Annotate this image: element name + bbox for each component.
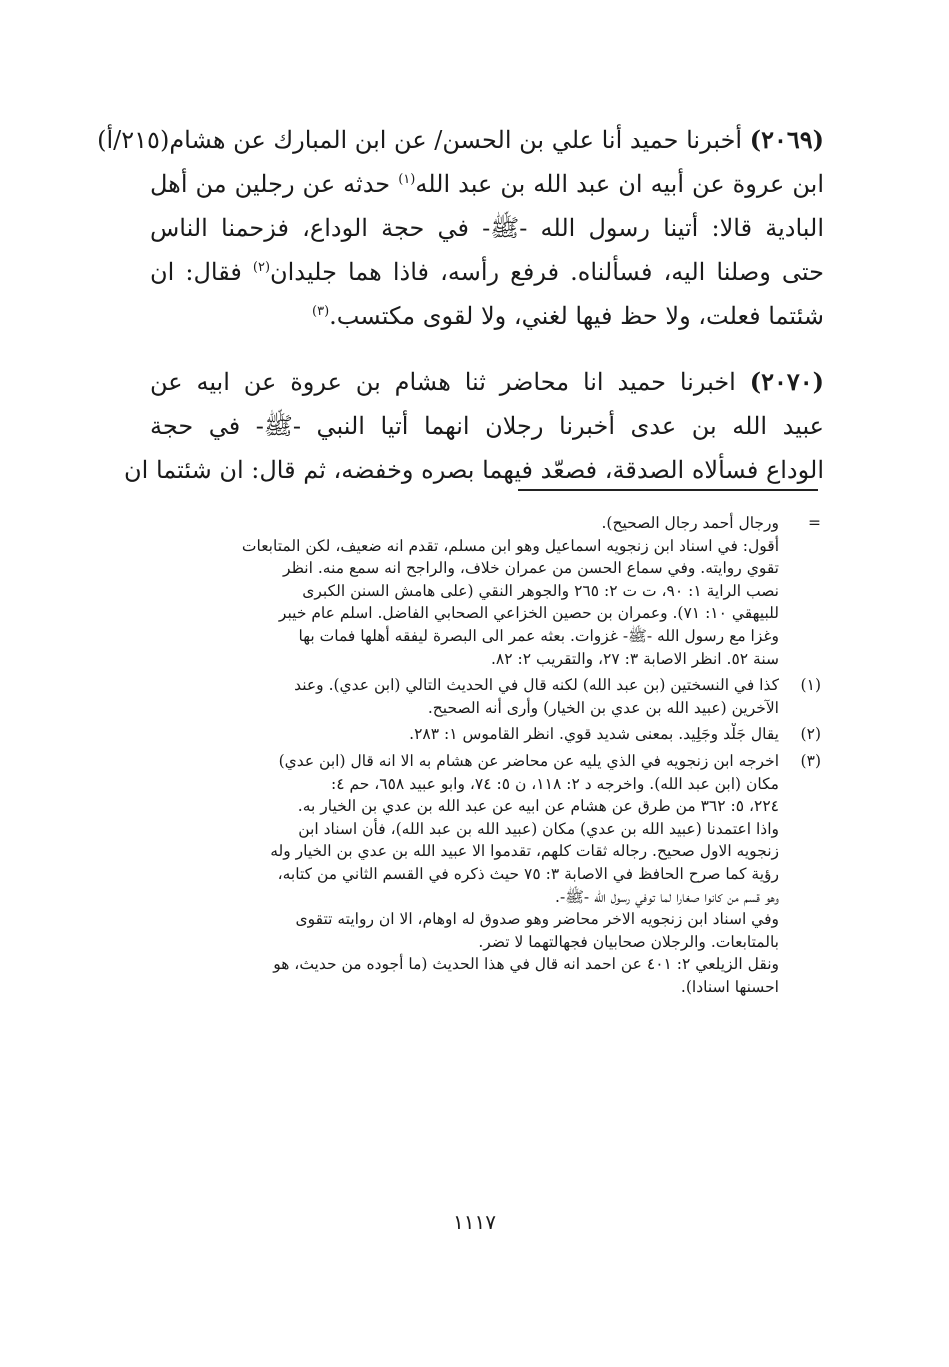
- footnote-line: مكان (ابن عبد الله). واخرجه د ٢: ١١٨، ن ٥: ٧٤، وابو عبيد ٦٥٨، حم ٤:: [330, 774, 779, 793]
- footnote-line: بالمتابعات. والرجلان صحابيان فجهالتهما لا تضر.: [478, 932, 779, 951]
- footnote-line: ونقل الزيلعي ٢: ٤٠١ عن احمد انه قال في هذا الحديث (ما أجوده من حديث، هو: [273, 955, 779, 974]
- hadith-line-text: الوداع فسألاه الصدقة، فصعّد فيهما بصره وخفضه، ثم قال: ان شئتما ان: [124, 456, 824, 484]
- footnote-line: سنة ٥٢. انظر الاصابة ٣: ٢٧، والتقريب ٢: ٨٢.: [490, 649, 779, 668]
- footnote-line: ٢٢٤، ٥: ٣٦٢ من طرق عن هشام عن ابيه عن عبد الله بن عدي بن الخيار به.: [297, 797, 779, 816]
- footnote-2: [150, 723, 821, 746]
- folio-marker: (٢١٥/أ): [97, 126, 170, 154]
- hadith-number: (٢٠٧٠): [749, 367, 824, 396]
- hadith-line: [150, 294, 824, 338]
- footnote-marker: (٣): [800, 751, 821, 770]
- hadith-line: [150, 206, 824, 250]
- footnote-line: وغزا مع رسول الله -ﷺ- غزوات. بعثه عمر الى البصرة ليفقه أهلها فمات بها: [298, 626, 779, 645]
- footnote-line: اخرجه ابن زنجويه في الذي يليه عن محاضر عن هشام به الا انه قال (ابن عدي): [278, 751, 779, 770]
- footnote-body: [150, 512, 779, 670]
- hadith-line-text: حتى وصلنا اليه، فسألناه. فرفع رأسه، فاذا هما جليدان: [270, 258, 824, 286]
- footnote-line: أقول: في اسناد ابن زنجويه اسماعيل وهو ابن مسلم، تقدم انه ضعيف، لكن المتابعات: [241, 536, 779, 555]
- footnote-ref: (٢): [252, 260, 271, 275]
- footnote-line: يقال جَلْد وجَلِيد. بمعنى شديد قوي. انظر القاموس ١: ٢٨٣.: [409, 725, 779, 744]
- hadith-line-text: شئتما فعلت، ولا حظ فيها لغني، ولا لقوى مكتسب.: [329, 302, 824, 330]
- footnote-line: واذا اعتمدنا (عبيد الله بن عدي) مكان (عبيد الله بن عبد الله)، فأن اسناد ابن: [298, 819, 779, 838]
- footnote-line: وهو قسم من كانوا صغارا لما توفي رسول الله -ﷺ-.: [555, 887, 779, 906]
- footnote-1: [150, 674, 821, 719]
- footnote-line: رؤية كما صرح الحافظ في الاصابة ٣: ٧٥ حيث ذكره في القسم الثاني من كتابه،: [277, 864, 779, 883]
- hadith-line: [97, 118, 824, 162]
- footnote-separator: [518, 489, 818, 491]
- footnote-line: تقوي روايته. وفي سماع الحسن من عمران خلاف، والراجح انه سمع منه. انظر: [283, 559, 779, 578]
- footnote-3: [150, 750, 821, 999]
- footnote-ref: (٣): [312, 304, 330, 319]
- hadith-line: [150, 360, 824, 404]
- footnote-body: [150, 674, 779, 719]
- footnote-ref: (١): [398, 172, 416, 187]
- hadith-line-text: البادية قالا: أتينا رسول الله -ﷺ- في حجة الوداع، فزحمنا الناس: [150, 214, 824, 242]
- hadith-line-text: عبيد الله بن عدى أخبرنا رجلان انهما أتيا النبي -ﷺ- في حجة: [150, 412, 824, 440]
- hadith-line-text: ابن عروة عن أبيه ان عبد الله بن عبد الله: [415, 170, 825, 198]
- hadith-number: (٢٠٦٩): [749, 125, 824, 154]
- footnote-line: ورجال أحمد رجال الصحيح).: [601, 514, 779, 532]
- hadith-line-text: اخبرنا حميد انا محاضر ثنا هشام بن عروة عن ابيه عن: [150, 368, 736, 396]
- hadith-line: [150, 404, 824, 448]
- footnote-line: للبيهقي ١٠: ٧١). وعمران بن حصين الخزاعي الصحابي الفاضل. اسلم عام خيبر: [278, 604, 779, 623]
- footnote-body: [150, 750, 779, 999]
- main-text: [97, 118, 825, 514]
- hadith-line: [150, 250, 824, 294]
- footnote-body: [150, 723, 779, 746]
- hadith-2070: [124, 360, 824, 492]
- hadith-2069: [97, 118, 825, 338]
- hadith-line-text: حدثه عن رجلين من أهل: [150, 170, 391, 198]
- footnote-marker: (٢): [800, 725, 821, 744]
- footnote-line: احسنها اسنادا).: [680, 977, 779, 996]
- footnote-line: نصب الراية ١: ٩٠، ت ت ٢: ٢٦٥ والجوهر النقي (على هامش السنن الكبرى: [302, 581, 779, 600]
- footnote-line: وفي اسناد ابن زنجويه الاخر محاضر وهو صدوق له اوهام، الا ان روايته تتقوى: [295, 910, 779, 929]
- footnote-marker: =: [808, 514, 821, 532]
- hadith-line-text: فقال: ان: [150, 258, 242, 286]
- hadith-line-text: أخبرنا حميد أنا علي بن الحسن/ عن ابن المبارك عن هشام: [169, 126, 743, 154]
- footnote-line: كذا في النسختين (بن عبد الله) لكنه قال في الحديث التالي (ابن عدي). وعند: [294, 676, 779, 695]
- footnotes: [150, 512, 821, 1002]
- hadith-line: [150, 162, 824, 206]
- footnote-continuation: [150, 512, 821, 670]
- page-number: ١١١٧: [453, 1210, 496, 1234]
- footnote-marker: (١): [800, 676, 821, 695]
- footnote-line: الآخرين (عبيد الله بن عدي بن الخيار) وأرى أنه الصحيح.: [427, 698, 779, 717]
- hadith-line: [124, 448, 824, 492]
- footnote-line: زنجويه الاول صحيح. رجاله ثقات كلهم، تقدموا الا عبيد الله بن عدي بن الخيار وله: [270, 842, 779, 861]
